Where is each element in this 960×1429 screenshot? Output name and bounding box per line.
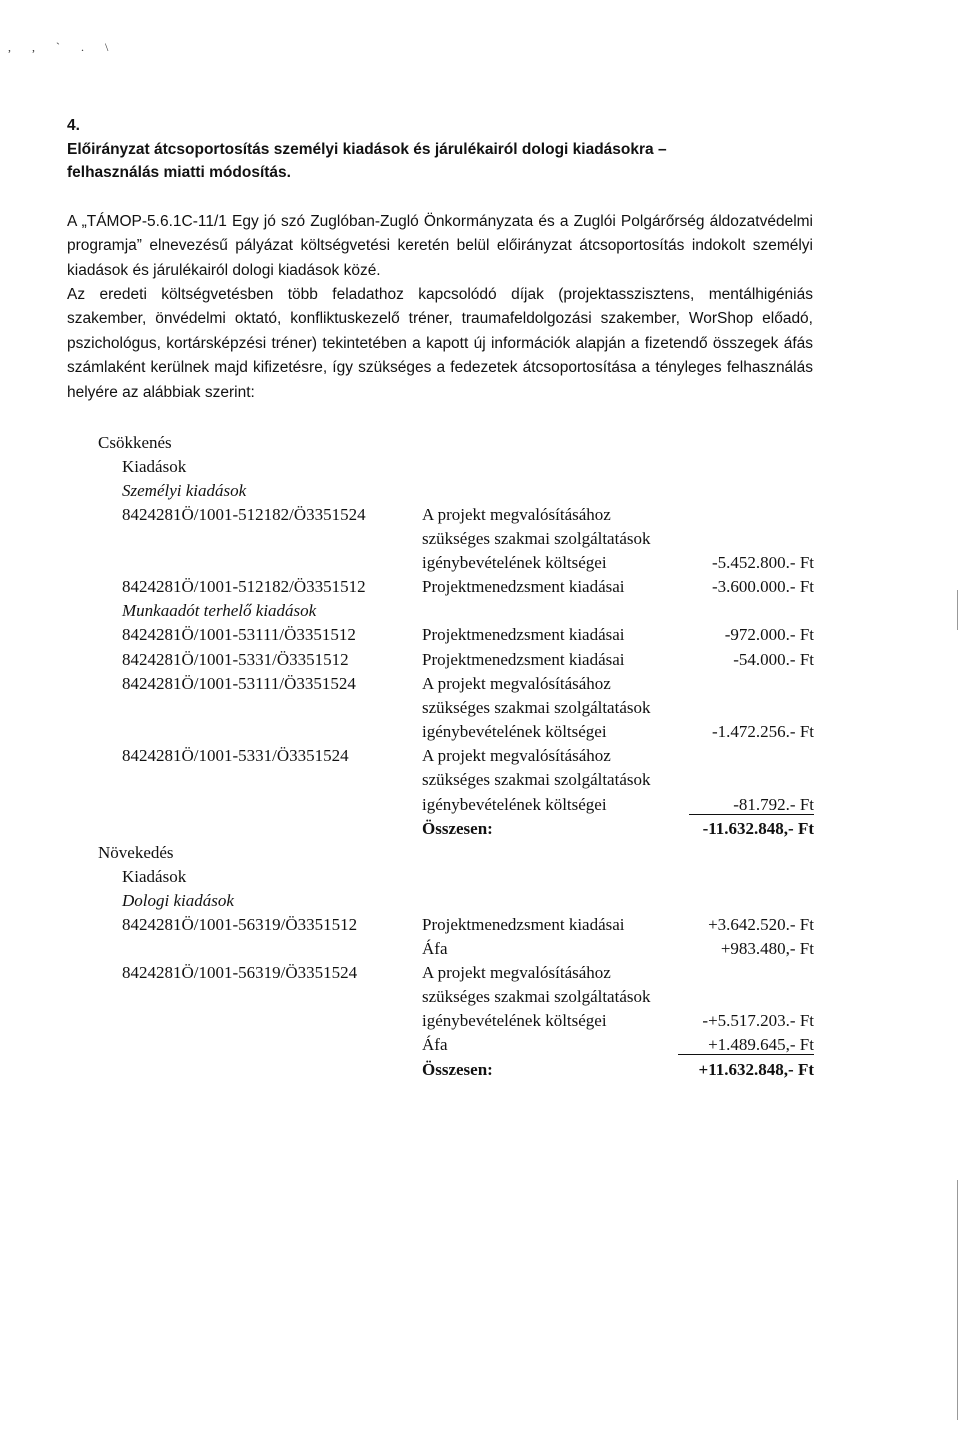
section-title-line-1: Előirányzat átcsoportosítás személyi kiadások és járulékairól dologi kiadásokra – (67, 141, 667, 158)
line-description: A projekt megvalósításához (422, 505, 611, 524)
budget-code: 8424281Ö/1001-5331/Ö3351512 (122, 650, 349, 669)
line-amount: -972.000.- Ft (724, 625, 814, 644)
explanation-paragraph: Az eredeti költségvetésben több feladathoz kapcsolódó díjak (projektasszisztens, mentálhigéniás szakember, önvédelmi oktató, konfliktuskezelő tréner, traumafeldolgozási szakember, WorShop előadó, pszichológus, kortársképzési tréner) tekintetében a kapott új információk alapján a fizetendő összegek áfás számlaként kerülnek majd kifizetésre, így szükséges a fedezetek átcsoportosítása a tényleges felhasználás helyére az alábbiak szerint: (67, 286, 813, 401)
line-amount: -54.000.- Ft (733, 650, 814, 669)
line-description: igénybevételének költségei (422, 795, 607, 814)
scan-edge-line (957, 1180, 958, 1420)
line-description: igénybevételének költségei (422, 553, 607, 572)
material-expenses-label: Dologi kiadások (122, 891, 234, 910)
increase-total-label: Összesen: (422, 1060, 493, 1079)
decrease-label: Csökkenés (98, 433, 172, 452)
line-description: Projektmenedzsment kiadásai (422, 577, 625, 596)
line-description: szükséges szakmai szolgáltatások (422, 529, 651, 548)
budget-code: 8424281Ö/1001-56319/Ö3351524 (122, 963, 358, 982)
budget-code: 8424281Ö/1001-5331/Ö3351524 (122, 746, 349, 765)
line-amount (660, 795, 814, 815)
line-description: A projekt megvalósításához (422, 746, 611, 765)
line-description: Projektmenedzsment kiadásai (422, 625, 625, 644)
line-description: A projekt megvalósításához (422, 963, 611, 982)
line-amount: -5.452.800.- Ft (712, 553, 814, 572)
vat-label: Áfa (422, 939, 448, 958)
line-amount-underlined: -81.792.- Ft (689, 795, 814, 815)
line-description: szükséges szakmai szolgáltatások (422, 987, 651, 1006)
intro-paragraph: A „TÁMOP-5.6.1C-11/1 Egy jó szó Zuglóban-Zugló Önkormányzata és a Zuglói Polgárőrség áldozatvédelmi programja” elnevezésű pályázat költségvetési keretén belül előirányzat átcsoportosítás indokolt személyi kiadások és járulékairól dologi kiadások közé. (67, 213, 813, 279)
line-description: A projekt megvalósításához (422, 674, 611, 693)
budget-code: 8424281Ö/1001-56319/Ö3351512 (122, 915, 358, 934)
vat-label: Áfa (422, 1035, 448, 1054)
budget-code: 8424281Ö/1001-512182/Ö3351512 (122, 577, 366, 596)
line-amount: -3.600.000.- Ft (712, 577, 814, 596)
vat-amount-underlined: +1.489.645,- Ft (678, 1035, 814, 1055)
line-description: szükséges szakmai szolgáltatások (422, 770, 651, 789)
section-title-line-2: felhasználás miatti módosítás. (67, 164, 291, 181)
line-description: Projektmenedzsment kiadásai (422, 650, 625, 669)
line-amount: -+5.517.203.- Ft (702, 1011, 814, 1030)
vat-amount: +983.480,- Ft (720, 939, 814, 958)
line-amount: -1.472.256.- Ft (712, 722, 814, 741)
decrease-total-label: Összesen: (422, 819, 493, 838)
increase-label: Növekedés (98, 843, 174, 862)
personal-expenses-label: Személyi kiadások (122, 481, 247, 500)
line-description: szükséges szakmai szolgáltatások (422, 698, 651, 717)
scan-marks: , , ` . \ (8, 40, 118, 54)
decrease-total-amount: -11.632.848,- Ft (702, 819, 814, 838)
line-description: Projektmenedzsment kiadásai (422, 915, 625, 934)
line-description: igénybevételének költségei (422, 722, 607, 741)
decrease-expenses-label: Kiadások (122, 457, 187, 476)
budget-code: 8424281Ö/1001-53111/Ö3351512 (122, 625, 356, 644)
section-number: 4. (67, 117, 80, 134)
line-amount: +3.642.520.- Ft (708, 915, 814, 934)
vat-amount (660, 1035, 814, 1055)
employer-expenses-label: Munkaadót terhelő kiadások (122, 601, 317, 620)
budget-code: 8424281Ö/1001-53111/Ö3351524 (122, 674, 356, 693)
increase-total-amount: +11.632.848,- Ft (698, 1060, 814, 1079)
line-description: igénybevételének költségei (422, 1011, 607, 1030)
increase-expenses-label: Kiadások (122, 867, 187, 886)
scan-edge-line (957, 590, 958, 630)
budget-code: 8424281Ö/1001-512182/Ö3351524 (122, 505, 366, 524)
